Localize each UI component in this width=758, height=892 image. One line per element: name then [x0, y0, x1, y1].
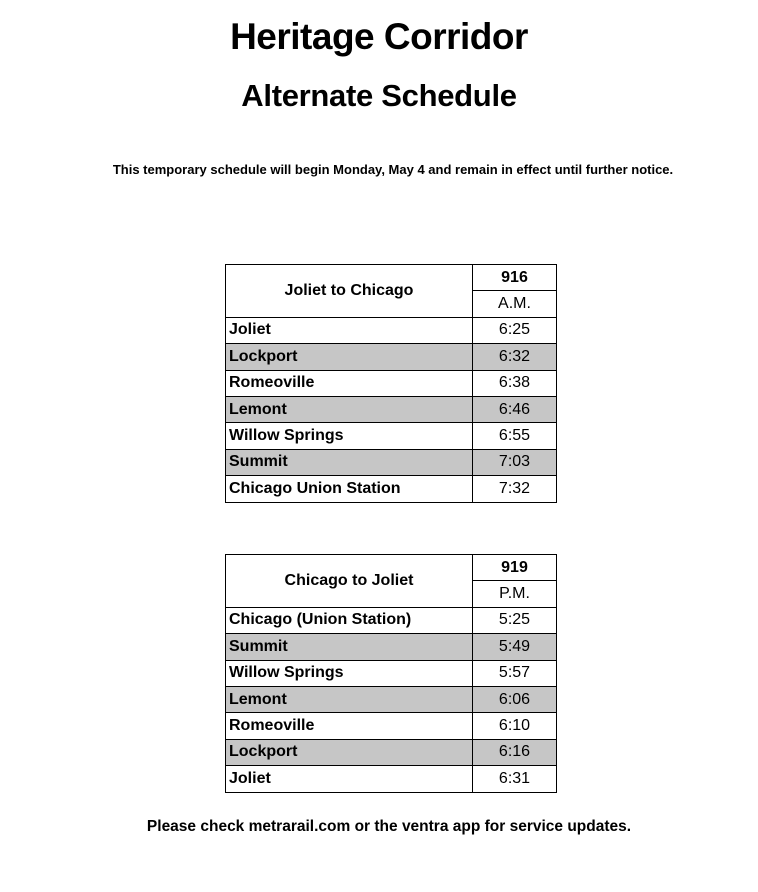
departure-time: 7:32: [473, 476, 557, 502]
departure-time: 5:57: [473, 660, 557, 686]
table-header-row: [226, 265, 557, 291]
schedule-table-chicago-to-joliet: [225, 554, 557, 793]
departure-time: 6:46: [473, 396, 557, 422]
station-name: Joliet: [226, 766, 473, 792]
time-period: P.M.: [473, 581, 557, 607]
table-row: [226, 634, 557, 660]
time-period: A.M.: [473, 291, 557, 317]
train-number: 916: [473, 265, 557, 291]
station-name: Lockport: [226, 344, 473, 370]
table-row: [226, 686, 557, 712]
table-row: [226, 344, 557, 370]
table-row: [226, 476, 557, 502]
station-name: Summit: [226, 449, 473, 475]
departure-time: 6:16: [473, 739, 557, 765]
table-row: [226, 660, 557, 686]
departure-time: 5:25: [473, 607, 557, 633]
departure-time: 6:32: [473, 344, 557, 370]
table-row: [226, 423, 557, 449]
departure-time: 5:49: [473, 634, 557, 660]
station-name: Chicago Union Station: [226, 476, 473, 502]
table-row: [226, 317, 557, 343]
station-name: Lockport: [226, 739, 473, 765]
departure-time: 6:25: [473, 317, 557, 343]
station-name: Willow Springs: [226, 660, 473, 686]
page-title: Heritage Corridor: [230, 16, 528, 57]
table-header-row: [226, 555, 557, 581]
table-row: [226, 607, 557, 633]
station-name: Summit: [226, 634, 473, 660]
station-name: Lemont: [226, 396, 473, 422]
departure-time: 6:55: [473, 423, 557, 449]
table-row: [226, 766, 557, 792]
station-name: Romeoville: [226, 713, 473, 739]
table-row: [226, 396, 557, 422]
departure-time: 6:38: [473, 370, 557, 396]
service-updates-footer: Please check metrarail.com or the ventra app for service updates.: [146, 818, 632, 835]
schedule-notice: This temporary schedule will begin Monday, May 4 and remain in effect until further notice.: [112, 162, 674, 177]
schedule-table-joliet-to-chicago: [225, 264, 557, 503]
page-subtitle: Alternate Schedule: [241, 78, 517, 113]
departure-time: 7:03: [473, 449, 557, 475]
direction-label: Joliet to Chicago: [226, 265, 473, 318]
table-row: [226, 370, 557, 396]
table-row: [226, 449, 557, 475]
station-name: Willow Springs: [226, 423, 473, 449]
direction-label: Chicago to Joliet: [226, 555, 473, 608]
station-name: Chicago (Union Station): [226, 607, 473, 633]
train-number: 919: [473, 555, 557, 581]
table-row: [226, 739, 557, 765]
departure-time: 6:31: [473, 766, 557, 792]
station-name: Joliet: [226, 317, 473, 343]
departure-time: 6:06: [473, 686, 557, 712]
station-name: Romeoville: [226, 370, 473, 396]
departure-time: 6:10: [473, 713, 557, 739]
station-name: Lemont: [226, 686, 473, 712]
table-row: [226, 713, 557, 739]
